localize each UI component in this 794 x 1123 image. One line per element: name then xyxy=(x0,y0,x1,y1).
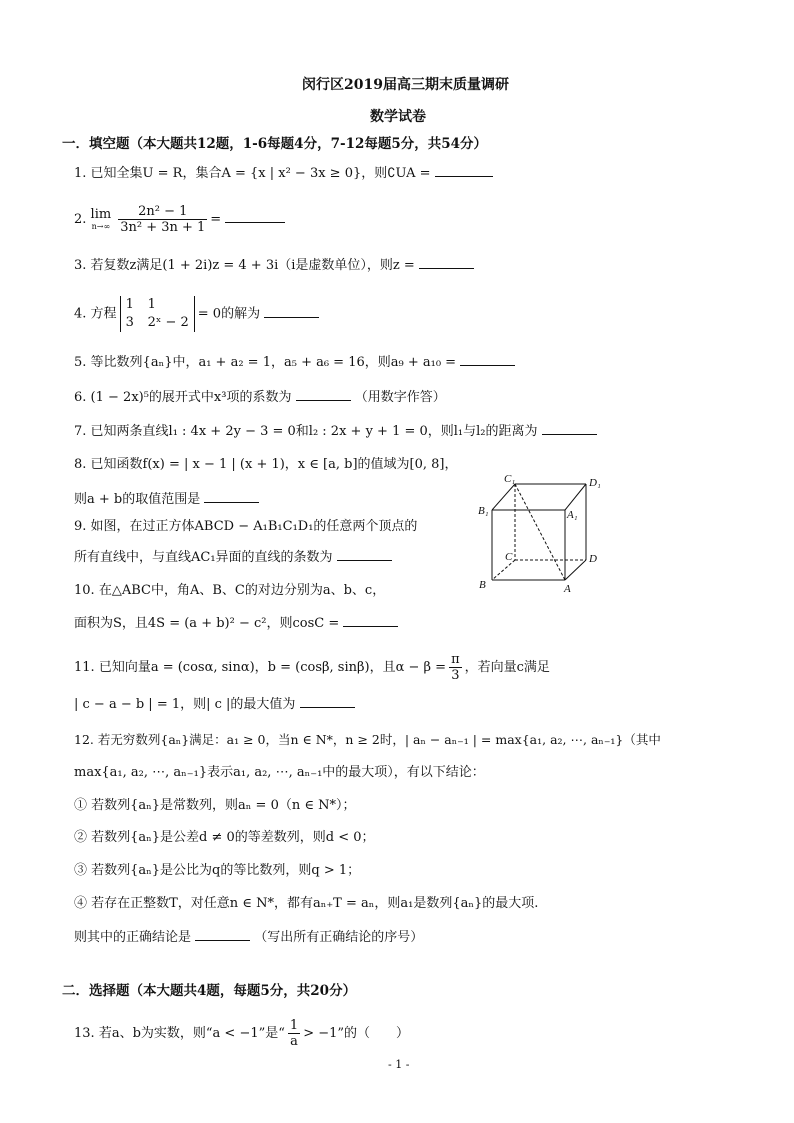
question-number: 10. xyxy=(74,583,95,598)
question-7 xyxy=(74,422,597,441)
vertex-label: A xyxy=(564,583,571,595)
question-number: 9. xyxy=(74,519,87,534)
question-text: 若无穷数列{aₙ}满足：a₁ ≥ 0，当n ∈ N*，n ≥ 2时，| aₙ − aₙ₋₁ | = max{a₁, a₂, ⋯, aₙ₋₁}（其中 xyxy=(97,732,661,747)
edge xyxy=(565,484,586,510)
question-8-line-2 xyxy=(74,490,259,509)
question-text: 面积为S，且4S = (a + b)² − c²，则cosC = xyxy=(74,616,340,631)
answer-blank xyxy=(343,614,398,627)
answer-blank xyxy=(204,490,259,503)
vertex-label: C xyxy=(505,551,513,563)
answer-blank xyxy=(195,928,250,941)
page-title: 闵行区2019届高三期末质量调研 xyxy=(302,77,509,93)
question-text-pre: 方程 xyxy=(90,306,117,322)
question-text: | c − a − b | = 1，则| c |的最大值为 xyxy=(74,697,296,712)
question-text: 若复数z满足(1 + 2i)z = 4 + 3i（i是虚数单位），则z = xyxy=(90,258,415,273)
determinant xyxy=(120,296,195,332)
question-text-pre: 已知向量a = (cosα, sinα)，b = (cosβ, sinβ)，且α − β = xyxy=(98,660,447,675)
question-text-post: ，若向量c满足 xyxy=(464,660,550,675)
question-10-line-2 xyxy=(74,614,398,633)
answer-blank xyxy=(296,388,351,401)
answer-blank xyxy=(542,422,597,435)
question-number: 12. xyxy=(74,732,94,747)
question-2 xyxy=(74,204,285,235)
question-number: 8. xyxy=(74,457,87,472)
diagonal-ac1 xyxy=(515,484,565,580)
section-1-heading: 一．填空题（本大题共12题，1-6每题4分，7-12每题5分，共54分） xyxy=(62,136,488,152)
question-4 xyxy=(74,296,319,332)
question-text: 所有直线中，与直线AC₁异面的直线的条数为 xyxy=(74,550,333,565)
answer-blank xyxy=(264,305,319,318)
question-number: 13. xyxy=(74,1026,95,1041)
question-number: 6. xyxy=(74,390,87,405)
section-2-heading: 二．选择题（本大题共4题，每题5分，共20分） xyxy=(62,983,357,999)
question-6 xyxy=(74,388,446,407)
fraction-numerator: 1 xyxy=(289,1018,299,1033)
limit-word: lim xyxy=(90,207,112,222)
question-text: 已知函数f(x) = | x − 1 | (x + 1)，x ∈ [a, b]的值域为[0, 8]， xyxy=(90,457,458,472)
vertex-label: A₁ xyxy=(567,509,578,521)
question-text: 等比数列{aₙ}中，a₁ + a₂ = 1，a₅ + a₆ = 16，则a₉ + a₁₀ = xyxy=(90,355,457,370)
fraction xyxy=(449,652,462,683)
question-note: （用数字作答） xyxy=(354,390,446,405)
answer-blank xyxy=(300,695,355,708)
fraction xyxy=(288,1018,300,1049)
conclusion-2: ② 若数列{aₙ}是公差d ≠ 0的等差数列，则d < 0； xyxy=(74,830,375,845)
vertex-label: C₁ xyxy=(504,473,516,485)
question-text: 已知两条直线l₁ : 4x + 2y − 3 = 0和l₂ : 2x + y + 1 = 0，则l₁与l₂的距离为 xyxy=(90,424,538,439)
question-9-line-2 xyxy=(74,548,392,567)
question-number: 4. xyxy=(74,306,87,322)
question-number: 5. xyxy=(74,355,87,370)
page-number: - 1 - xyxy=(388,1058,410,1071)
question-number: 7. xyxy=(74,424,87,439)
question-5 xyxy=(74,353,515,372)
question-number: 2. xyxy=(74,212,87,227)
question-text-post: > −1”的（ ） xyxy=(303,1026,410,1041)
answer-blank xyxy=(337,548,392,561)
vertex-label: D₁ xyxy=(589,477,601,489)
fraction-denominator: 3 xyxy=(451,668,460,683)
answer-blank xyxy=(419,256,474,269)
conclusion-3: ③ 若数列{aₙ}是公比为q的等比数列，则q > 1； xyxy=(74,863,361,878)
answer-blank xyxy=(435,164,493,177)
vertex-label: D xyxy=(589,553,597,565)
question-12-line-2: max{a₁, a₂, ⋯, aₙ₋₁}表示a₁, a₂, ⋯, aₙ₋₁中的最大项），有以下结论： xyxy=(74,765,485,780)
fraction xyxy=(118,204,207,235)
question-text: 已知全集U = R，集合A = {x | x² − 3x ≥ 0}，则∁UA = xyxy=(90,166,431,181)
fraction-numerator: π xyxy=(451,652,460,667)
equals-sign: = xyxy=(210,212,222,227)
conclusion-1: ① 若数列{aₙ}是常数列，则aₙ = 0（n ∈ N*）； xyxy=(74,798,356,813)
vertex-label: B₁ xyxy=(478,505,489,517)
cell: 1 xyxy=(147,297,156,312)
question-number: 11. xyxy=(74,660,95,675)
question-12 xyxy=(74,731,661,749)
edge xyxy=(565,560,586,580)
question-1 xyxy=(74,164,493,183)
question-text-pre: 若a、b为实数，则“a < −1”是“ xyxy=(98,1026,285,1041)
fraction-numerator: 2n² − 1 xyxy=(118,204,207,220)
limit-operator xyxy=(91,208,112,231)
question-13 xyxy=(74,1018,409,1049)
question-text: 则a + b的取值范围是 xyxy=(74,492,201,507)
cell: 3 xyxy=(125,315,134,330)
question-8 xyxy=(74,456,457,474)
question-number: 1. xyxy=(74,166,87,181)
limit-subscript: n→∞ xyxy=(91,222,111,231)
question-10 xyxy=(74,582,385,600)
question-text: 如图，在过正方体ABCD − A₁B₁C₁D₁的任意两个顶点的 xyxy=(90,519,418,534)
question-text: (1 − 2x)⁵的展开式中x³项的系数为 xyxy=(90,390,292,405)
page-subtitle: 数学试卷 xyxy=(370,109,426,125)
question-12-tail xyxy=(74,928,423,947)
question-11 xyxy=(74,652,550,683)
determinant-row-2 xyxy=(126,314,189,332)
edge xyxy=(492,484,515,510)
cell: 2ˣ − 2 xyxy=(147,315,189,330)
question-9 xyxy=(74,518,417,536)
answer-blank xyxy=(225,210,285,223)
question-text-post: = 0的解为 xyxy=(197,306,261,322)
question-11-line-2 xyxy=(74,695,355,714)
hidden-edge xyxy=(492,560,515,580)
fraction-denominator: 3n² + 3n + 1 xyxy=(120,220,206,235)
question-note: （写出所有正确结论的序号） xyxy=(254,930,424,945)
cube-figure xyxy=(470,472,610,602)
question-text: 则其中的正确结论是 xyxy=(74,930,192,945)
answer-blank xyxy=(460,353,515,366)
question-text: 在△ABC中，角A、B、C的对边分别为a、b、c， xyxy=(98,583,386,598)
question-3 xyxy=(74,256,474,275)
fraction-denominator: a xyxy=(290,1034,298,1049)
cell: 1 xyxy=(125,297,134,312)
conclusion-4: ④ 若存在正整数T，对任意n ∈ N*，都有aₙ₊T = aₙ，则a₁是数列{aₙ}的最大项. xyxy=(74,896,539,911)
question-number: 3. xyxy=(74,258,87,273)
vertex-label: B xyxy=(479,579,486,591)
determinant-row-1 xyxy=(126,296,189,314)
